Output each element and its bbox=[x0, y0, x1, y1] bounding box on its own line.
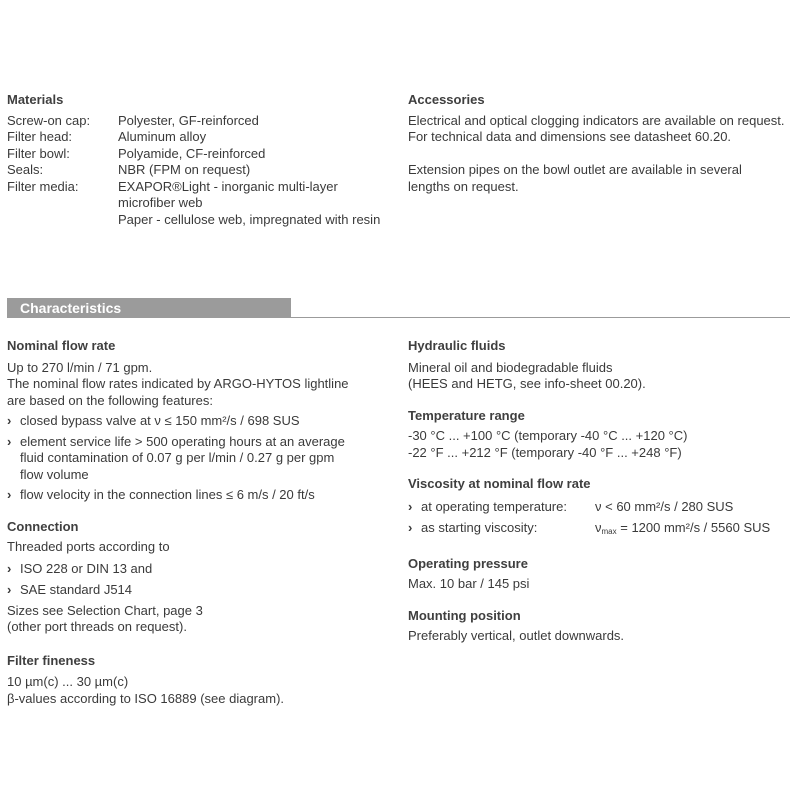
material-label: Filter head: bbox=[7, 129, 73, 144]
connection-text: Threaded ports according to bbox=[7, 539, 170, 554]
nominal-flow-text: The nominal flow rates indicated by ARGO-HYTOS lightline bbox=[7, 376, 349, 391]
nu-symbol: ν bbox=[595, 520, 602, 535]
bullet-arrow-icon: › bbox=[408, 520, 413, 535]
materials-row-cap bbox=[7, 113, 397, 130]
materials-row-media bbox=[7, 179, 397, 196]
material-value: Polyamide, CF-reinforced bbox=[118, 145, 266, 161]
material-label: Filter bowl: bbox=[7, 145, 70, 161]
temperature-range-heading: Temperature range bbox=[408, 407, 525, 423]
viscosity-row-starting bbox=[408, 520, 793, 541]
list-item-text: closed bypass valve at ν ≤ 150 mm²/s / 698 SUS bbox=[20, 413, 300, 428]
accessories-section bbox=[408, 92, 793, 195]
connection-text: (other port threads on request). bbox=[7, 619, 187, 634]
material-label: Filter media: bbox=[7, 178, 79, 194]
list-item-line: fluid contamination of 0.07 g per l/min / 0.27 g per gpm bbox=[20, 450, 335, 465]
viscosity-heading: Viscosity at nominal flow rate bbox=[408, 476, 591, 491]
list-item-line: element service life > 500 operating hours at an average bbox=[20, 433, 345, 449]
temperature-range-text: -22 °F ... +212 °F (temporary -40 °F ... +248 °F) bbox=[408, 444, 682, 460]
accessories-text: Extension pipes on the bowl outlet are available in several bbox=[408, 162, 742, 177]
bullet-arrow-icon: › bbox=[7, 582, 12, 597]
accessories-text: lengths on request. bbox=[408, 178, 519, 194]
list-item-text: SAE standard J514 bbox=[20, 582, 133, 597]
material-value: microfiber web bbox=[118, 195, 203, 210]
mounting-position-text: Preferably vertical, outlet downwards. bbox=[408, 628, 625, 643]
materials-row-media-cont1 bbox=[7, 195, 397, 212]
material-label: Seals: bbox=[7, 162, 44, 177]
viscosity-label bbox=[408, 520, 595, 541]
connection-heading: Connection bbox=[7, 518, 79, 534]
material-value: EXAPOR®Light - inorganic multi-layer bbox=[118, 178, 338, 194]
list-item bbox=[7, 487, 397, 504]
filter-fineness-heading: Filter fineness bbox=[7, 652, 96, 668]
material-value: Aluminum alloy bbox=[118, 129, 207, 144]
bullet-arrow-icon: › bbox=[408, 498, 413, 514]
bullet-arrow-icon: › bbox=[7, 560, 12, 576]
accessories-text: For technical data and dimensions see datasheet 60.20. bbox=[408, 129, 732, 144]
operating-pressure-text: Max. 10 bar / 145 psi bbox=[408, 576, 530, 591]
list-item-line: flow volume bbox=[20, 466, 89, 482]
spacer bbox=[7, 195, 118, 212]
temperature-range-text: -30 °C ... +100 °C (temporary -40 °C ... +120 °C) bbox=[408, 428, 688, 443]
filter-fineness-text: 10 µm(c) ... 30 µm(c) bbox=[7, 674, 129, 689]
accessories-text: Electrical and optical clogging indicators are available on request. bbox=[408, 112, 785, 128]
hydraulic-fluids-text: (HEES and HETG, see info-sheet 00.20). bbox=[408, 376, 646, 391]
materials-heading: Materials bbox=[7, 92, 64, 107]
materials-row-seals bbox=[7, 162, 397, 179]
nominal-flow-text: Up to 270 l/min / 71 gpm. bbox=[7, 359, 153, 375]
viscosity-label bbox=[408, 499, 595, 516]
material-value: Paper - cellulose web, impregnated with resin bbox=[118, 211, 381, 227]
list-item-text: flow velocity in the connection lines ≤ 6 m/s / 20 ft/s bbox=[20, 487, 315, 502]
connection-text: Sizes see Selection Chart, page 3 bbox=[7, 602, 203, 618]
list-item bbox=[7, 413, 397, 430]
left-column bbox=[7, 338, 397, 707]
viscosity-value: ν < 60 mm²/s / 280 SUS bbox=[595, 498, 734, 514]
hydraulic-fluids-text: Mineral oil and biodegradable fluids bbox=[408, 359, 613, 375]
material-value: NBR (FPM on request) bbox=[118, 162, 251, 177]
viscosity-row-operating bbox=[408, 499, 793, 516]
list-item-text: ISO 228 or DIN 13 and bbox=[20, 560, 153, 576]
spacer bbox=[7, 212, 118, 229]
material-label: Screw-on cap: bbox=[7, 112, 91, 128]
nominal-flow-text: are based on the following features: bbox=[7, 392, 213, 408]
list-item-text bbox=[20, 434, 345, 484]
accessories-heading: Accessories bbox=[408, 92, 485, 107]
right-column bbox=[408, 338, 793, 645]
mounting-position-heading: Mounting position bbox=[408, 607, 521, 623]
viscosity-label-text: as starting viscosity: bbox=[421, 520, 538, 535]
bullet-arrow-icon: › bbox=[7, 433, 12, 449]
materials-section bbox=[7, 92, 397, 228]
banner-rule bbox=[291, 317, 790, 318]
list-item bbox=[7, 561, 397, 578]
list-item bbox=[7, 434, 397, 484]
materials-row-media-cont2 bbox=[7, 212, 397, 229]
filter-fineness-text: β-values according to ISO 16889 (see diagram). bbox=[7, 690, 285, 706]
hydraulic-fluids-heading: Hydraulic fluids bbox=[408, 338, 506, 353]
list-item bbox=[7, 582, 397, 599]
bullet-arrow-icon: › bbox=[7, 487, 12, 502]
operating-pressure-heading: Operating pressure bbox=[408, 555, 528, 571]
characteristics-banner: Characteristics bbox=[7, 298, 291, 318]
materials-row-head bbox=[7, 129, 397, 146]
bullet-arrow-icon: › bbox=[7, 413, 12, 428]
viscosity-value-text: = 1200 mm²/s / 5560 SUS bbox=[616, 520, 771, 535]
materials-row-bowl bbox=[7, 146, 397, 163]
viscosity-label-text: at operating temperature: bbox=[421, 498, 567, 514]
viscosity-value bbox=[595, 520, 770, 541]
nominal-flow-heading: Nominal flow rate bbox=[7, 338, 116, 353]
material-value: Polyester, GF-reinforced bbox=[118, 112, 259, 128]
max-subscript: max bbox=[601, 527, 617, 536]
